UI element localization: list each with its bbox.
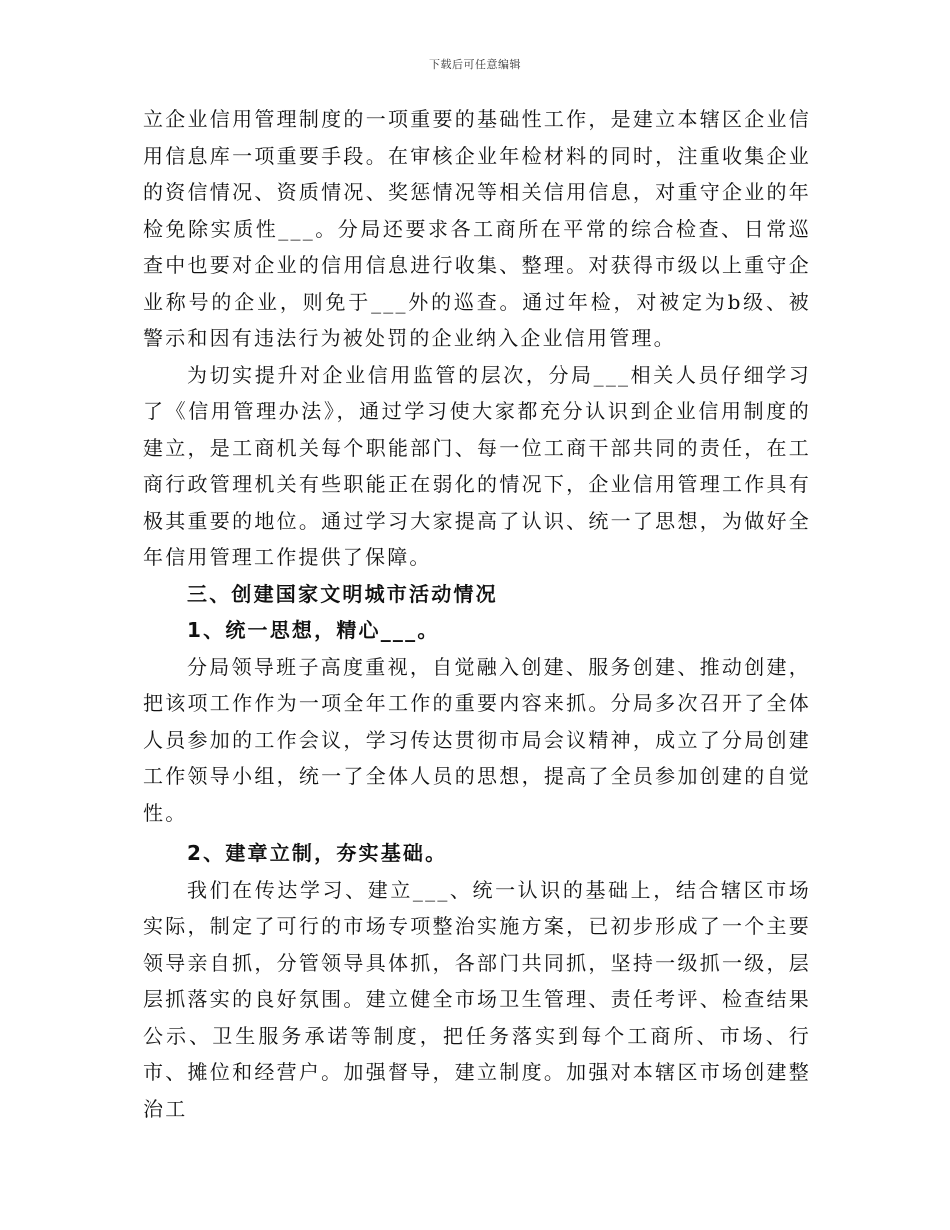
- section-heading-civilized-city: 三、创建国家文明城市活动情况: [187, 581, 498, 606]
- paragraph-leadership: 分局领导班子高度重视，自觉融入创建、服务创建、推动创建，把该项工作作为一项全年工作的重要内容来抓。分局多次召开了全体人员参加的工作会议，学习传达贯彻市局会议精神，成立了分局创建工作领导小组，统一了全体人员的思想，提高了全员参加创建的自觉性。: [143, 654, 811, 825]
- paragraph-credit-management: 立企业信用管理制度的一项重要的基础性工作，是建立本辖区企业信用信息库一项重要手段。在审核企业年检材料的同时，注重收集企业的资信情况、资质情况、奖惩情况等相关信用信息，对重守企业的年检免除实质性___。分局还要求各工商所在平常的综合检查、日常巡查中也要对企业的信用信息进行收集、整理。对获得市级以上重守企业称号的企业，则免于___外的巡查。通过年检，对被定为b级、被警示和因有违法行为被处罚的企业纳入企业信用管理。: [143, 107, 811, 350]
- subheading-unify-thinking: 1、统一思想，精心___。: [187, 618, 440, 642]
- subheading-build-rules: 2、建章立制，夯实基础。: [187, 841, 448, 865]
- paragraph-credit-study: 为切实提升对企业信用监管的层次，分局___相关人员仔细学习了《信用管理办法》，通过学习使大家都充分认识到企业信用制度的建立，是工商机关每个职能部门、每一位工商干部共同的责任，在工商行政管理机关有些职能正在弱化的情况下，企业信用管理工作具有极其重要的地位。通过学习大家提高了认识、统一了思想，为做好全年信用管理工作提供了保障。: [143, 362, 811, 569]
- paragraph-market-rectification: 我们在传达学习、建立___、统一认识的基础上，结合辖区市场实际，制定了可行的市场专项整治实施方案，已初步形成了一个主要领导亲自抓，分管领导具体抓，各部门共同抓，坚持一级抓一级，层层抓落实的良好氛围。建立健全市场卫生管理、责任考评、检查结果公示、卫生服务承诺等制度，把任务落实到每个工商所、市场、行市、摊位和经营户。加强督导，建立制度。加强对本辖区市场创建整治工: [143, 877, 811, 1121]
- document-body: [143, 101, 811, 1127]
- page-header-note: 下载后可任意编辑: [429, 58, 521, 71]
